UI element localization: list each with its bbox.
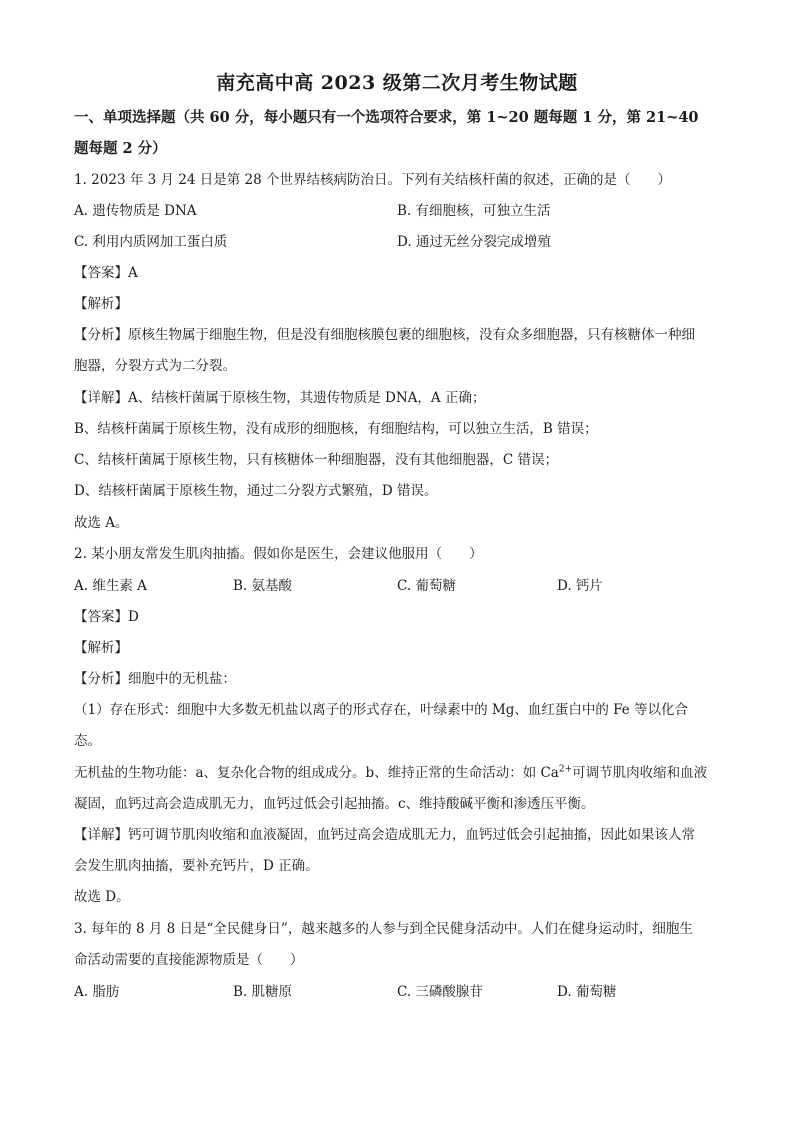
- q2-answer: 【答案】D: [74, 609, 139, 625]
- q2-function-text-b: 可调节肌肉收缩和血液: [572, 765, 708, 781]
- q1-option-b: B. 有细胞核，可独立生活: [397, 203, 551, 219]
- q1-fenxi-cont: 胞器，分裂方式为二分裂。: [74, 358, 236, 374]
- question-1-stem: 1. 2023 年 3 月 24 日是第 28 个世界结核病防治日。下列有关结核杆菌的叙述，正确的是（ ）: [74, 172, 672, 188]
- section-heading: 一、单项选择题（共 60 分，每小题只有一个选项符合要求，第 1~20 题每题 1 分，第 21~40: [74, 109, 699, 126]
- q1-conclusion: 故选 A。: [74, 515, 129, 531]
- q1-answer: 【答案】A: [74, 265, 138, 281]
- q1-option-d: D. 通过无丝分裂完成增殖: [397, 234, 551, 250]
- q2-function: [74, 763, 707, 783]
- question-3-stem: 3. 每年的 8 月 8 日是“全民健身日”，越来越多的人参与到全民健身活动中。人们在健身运动时，细胞生: [74, 921, 693, 937]
- q2-xiangjie-cont: 会发生肌肉抽搐，要补充钙片，D 正确。: [74, 858, 319, 874]
- q2-form: （1）存在形式：细胞中大多数无机盐以离子的形式存在，叶绿素中的 Mg、血红蛋白中的 Fe 等以化合: [74, 702, 689, 718]
- q1-xiangjie-c: C、结核杆菌属于原核生物，只有核糖体一种细胞器，没有其他细胞器，C 错误；: [74, 452, 558, 468]
- question-3-stem-cont: 命活动需要的直接能源物质是（ ）: [74, 952, 304, 968]
- q1-fenxi: 【分析】原核生物属于细胞生物，但是没有细胞核膜包裹的细胞核，没有众多细胞器，只有核糖体一种细: [74, 327, 695, 343]
- q2-form-cont: 态。: [74, 733, 101, 749]
- q1-analysis-tag: 【解析】: [74, 296, 128, 312]
- page-title: 南充高中高 2023 级第二次月考生物试题: [216, 72, 578, 94]
- q2-option-c: C. 葡萄糖: [397, 578, 456, 594]
- q2-option-b: B. 氨基酸: [233, 578, 293, 594]
- q1-xiangjie-b: B、结核杆菌属于原核生物，没有成形的细胞核，有细胞结构，可以独立生活，B 错误；: [74, 421, 598, 437]
- q3-option-c: C. 三磷酸腺苷: [397, 984, 483, 1000]
- q1-xiangjie-a: 【详解】A、结核杆菌属于原核生物，其遗传物质是 DNA，A 正确；: [74, 390, 486, 406]
- q1-xiangjie-d: D、结核杆菌属于原核生物，通过二分裂方式繁殖，D 错误。: [74, 483, 438, 499]
- q1-option-a: A. 遗传物质是 DNA: [74, 203, 197, 219]
- q2-option-a: A. 维生素 A: [74, 578, 147, 594]
- q2-fenxi: 【分析】细胞中的无机盐：: [74, 671, 236, 687]
- q2-option-d: D. 钙片: [557, 578, 603, 594]
- q2-xiangjie: 【详解】钙可调节肌肉收缩和血液凝固，血钙过高会造成肌无力，血钙过低会引起抽搐，因此如果该人常: [74, 827, 695, 843]
- ca-charge: 2+: [558, 764, 573, 775]
- section-heading-cont: 题每题 2 分）: [74, 140, 167, 157]
- q2-conclusion: 故选 D。: [74, 889, 130, 905]
- q1-option-c: C. 利用内质网加工蛋白质: [74, 234, 228, 250]
- q2-function-text: 无机盐的生物功能：a、复杂化合物的组成成分。b、维持正常的生命活动：如 Ca: [74, 765, 559, 781]
- q3-option-d: D. 葡萄糖: [557, 984, 617, 1000]
- q3-option-a: A. 脂肪: [74, 984, 120, 1000]
- q3-option-b: B. 肌糖原: [233, 984, 293, 1000]
- q2-function-cont: 凝固，血钙过高会造成肌无力，血钙过低会引起抽搐。c、维持酸碱平衡和渗透压平衡。: [74, 796, 595, 812]
- question-2-stem: 2. 某小朋友常发生肌肉抽搐。假如你是医生，会建议他服用（ ）: [74, 546, 483, 562]
- q2-analysis-tag: 【解析】: [74, 640, 128, 656]
